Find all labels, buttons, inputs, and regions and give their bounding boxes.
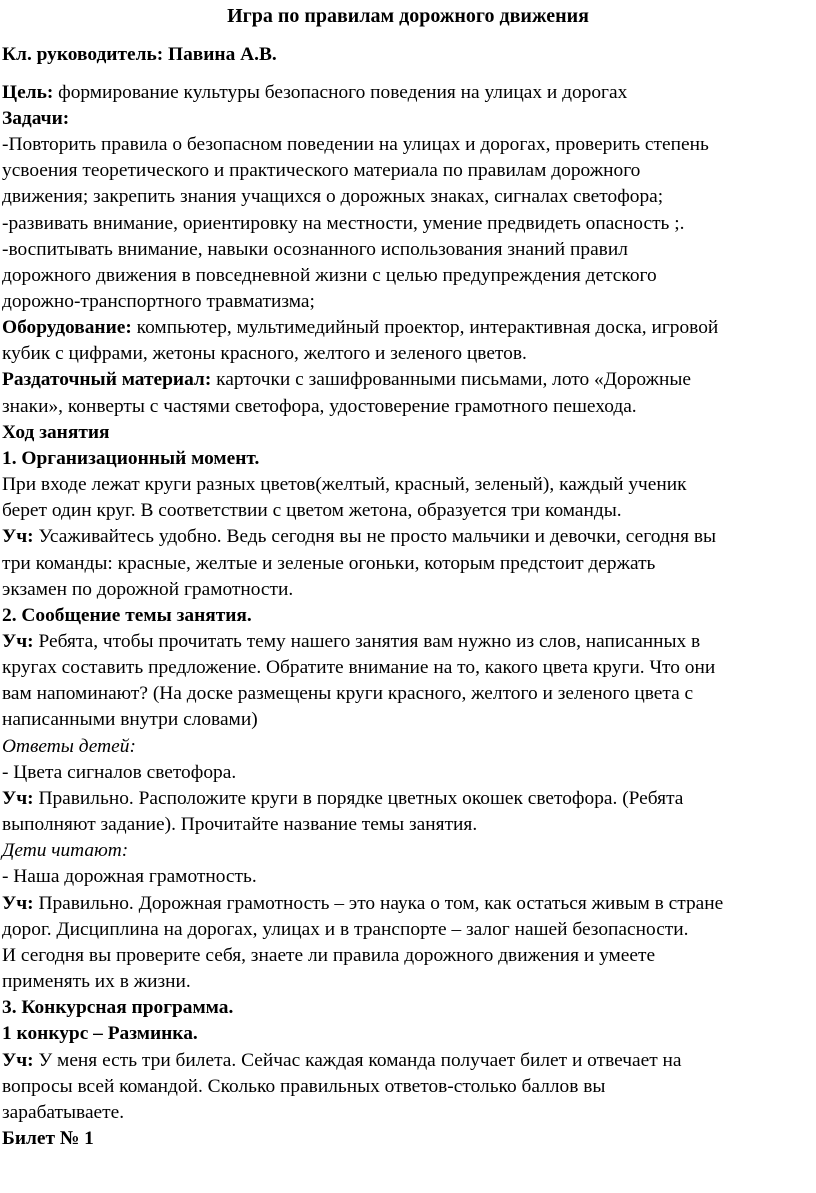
equipment-text: компьютер, мультимедийный проектор, интерактивная доска, игровой (131, 317, 719, 338)
teacher-speech-4-line-2: дорог. Дисциплина на дорогах, улицах и в транспорте – залог нашей безопасности. (2, 919, 689, 940)
equipment-line-2: кубик с цифрами, жетоны красного, желтого и зеленого цветов. (2, 343, 527, 364)
lesson-heading-text: Ход занятия (2, 422, 110, 443)
teacher-speech-3-line-2: выполняют задание). Прочитайте название темы занятия. (2, 814, 478, 835)
tasks-line: -развивать внимание, ориентировку на местности, умение предвидеть опасность ;. (2, 213, 685, 234)
teacher-speech-1-line-3: экзамен по дорожной грамотности. (2, 579, 294, 600)
teacher-speech-2-line-4: написанными внутри словами) (2, 709, 258, 730)
tasks-line: движения; закрепить знания учащихся о дорожных знаках, сигналах светофора; (2, 186, 664, 207)
teacher-speech-text: Усаживайтесь удобно. Ведь сегодня вы не просто мальчики и девочки, сегодня вы (33, 526, 717, 547)
teacher-speech-text: Правильно. Расположите круги в порядке цветных окошек светофора. (Ребята (33, 788, 684, 809)
teacher-speech-4-line-4: применять их в жизни. (2, 971, 191, 992)
tasks-line: дорожного движения в повседневной жизни с целью предупреждения детского (2, 265, 657, 286)
teacher-speech-2 (2, 629, 700, 655)
handout-line-2: знаки», конверты с частями светофора, удостоверение грамотного пешехода. (2, 396, 637, 417)
teacher-prefix: Уч: (2, 1050, 34, 1071)
goal-line (2, 80, 627, 106)
children-answers-label (2, 734, 136, 760)
tasks-line: -Повторить правила о безопасном поведении на улицах и дорогах, проверить степень (2, 134, 709, 155)
teacher-line (2, 42, 277, 68)
teacher-speech-text: У меня есть три билета. Сейчас каждая команда получает билет и отвечает на (33, 1050, 682, 1071)
children-answer-1: - Цвета сигналов светофора. (2, 762, 237, 783)
goal-text: формирование культуры безопасного поведения на улицах и дорогах (53, 82, 628, 103)
teacher-speech-4 (2, 891, 723, 917)
teacher-prefix: Уч: (2, 526, 34, 547)
handout-text: карточки с зашифрованными письмами, лото «Дорожные (211, 369, 691, 390)
equipment-label: Оборудование: (2, 317, 132, 338)
teacher-prefix: Уч: (2, 631, 34, 652)
section-1-line: При входе лежат круги разных цветов(желтый, красный, зеленый), каждый ученик (2, 474, 687, 495)
teacher-speech-text: Правильно. Дорожная грамотность – это наука о том, как остаться живым в стране (33, 893, 724, 914)
teacher-speech-5-line-3: зарабатываете. (2, 1102, 125, 1123)
contest-1-heading (2, 1021, 198, 1047)
teacher-speech-4-line-3: И сегодня вы проверите себя, знаете ли правила дорожного движения и умеете (2, 945, 656, 966)
teacher-prefix: Уч: (2, 788, 34, 809)
teacher-speech-2-line-3: вам напоминают? (На доске размещены круги красного, желтого и зеленого цвета с (2, 683, 694, 704)
section-3-heading (2, 995, 233, 1021)
handout-label: Раздаточный материал: (2, 369, 212, 390)
teacher-speech-2-line-2: кругах составить предложение. Обратите внимание на то, какого цвета круги. Что они (2, 657, 716, 678)
goal-label: Цель: (2, 82, 54, 103)
children-read-label (2, 838, 128, 864)
teacher-label: Кл. руководитель: Павина А.В. (2, 44, 277, 65)
tasks-heading (2, 106, 69, 132)
teacher-speech-1 (2, 524, 716, 550)
tasks-line: дорожно-транспортного травматизма; (2, 291, 315, 312)
children-answers-label-text: Ответы детей: (2, 736, 136, 757)
ticket-heading (2, 1126, 94, 1152)
teacher-speech-text: Ребята, чтобы прочитать тему нашего занятия вам нужно из слов, написанных в (33, 631, 701, 652)
teacher-prefix: Уч: (2, 893, 34, 914)
equipment-line (2, 315, 718, 341)
teacher-speech-5-line-2: вопросы всей командой. Сколько правильных ответов-столько баллов вы (2, 1076, 606, 1097)
children-read-label-text: Дети читают: (2, 840, 129, 861)
teacher-speech-5 (2, 1048, 682, 1074)
document-title: Игра по правилам дорожного движения (227, 5, 589, 27)
section-2-heading (2, 603, 252, 629)
section-3-heading-text: 3. Конкурсная программа. (2, 997, 234, 1018)
section-1-line: берет один круг. В соответствии с цветом жетона, образуется три команды. (2, 500, 622, 521)
children-answer-2: - Наша дорожная грамотность. (2, 866, 257, 887)
section-1-heading-text: 1. Организационный момент. (2, 448, 260, 469)
section-1-heading (2, 446, 259, 472)
section-2-heading-text: 2. Сообщение темы занятия. (2, 605, 252, 626)
contest-1-heading-text: 1 конкурс – Разминка. (2, 1023, 198, 1044)
tasks-line: -воспитывать внимание, навыки осознанного использования знаний правил (2, 239, 628, 260)
lesson-heading (2, 420, 110, 446)
teacher-speech-3 (2, 786, 683, 812)
tasks-line: усвоения теоретического и практического материала по правилам дорожного (2, 160, 641, 181)
handout-line (2, 367, 691, 393)
tasks-label: Задачи: (2, 108, 70, 129)
ticket-heading-text: Билет № 1 (2, 1128, 94, 1149)
teacher-speech-1-line-2: три команды: красные, желтые и зеленые огоньки, которым предстоит держать (2, 553, 656, 574)
